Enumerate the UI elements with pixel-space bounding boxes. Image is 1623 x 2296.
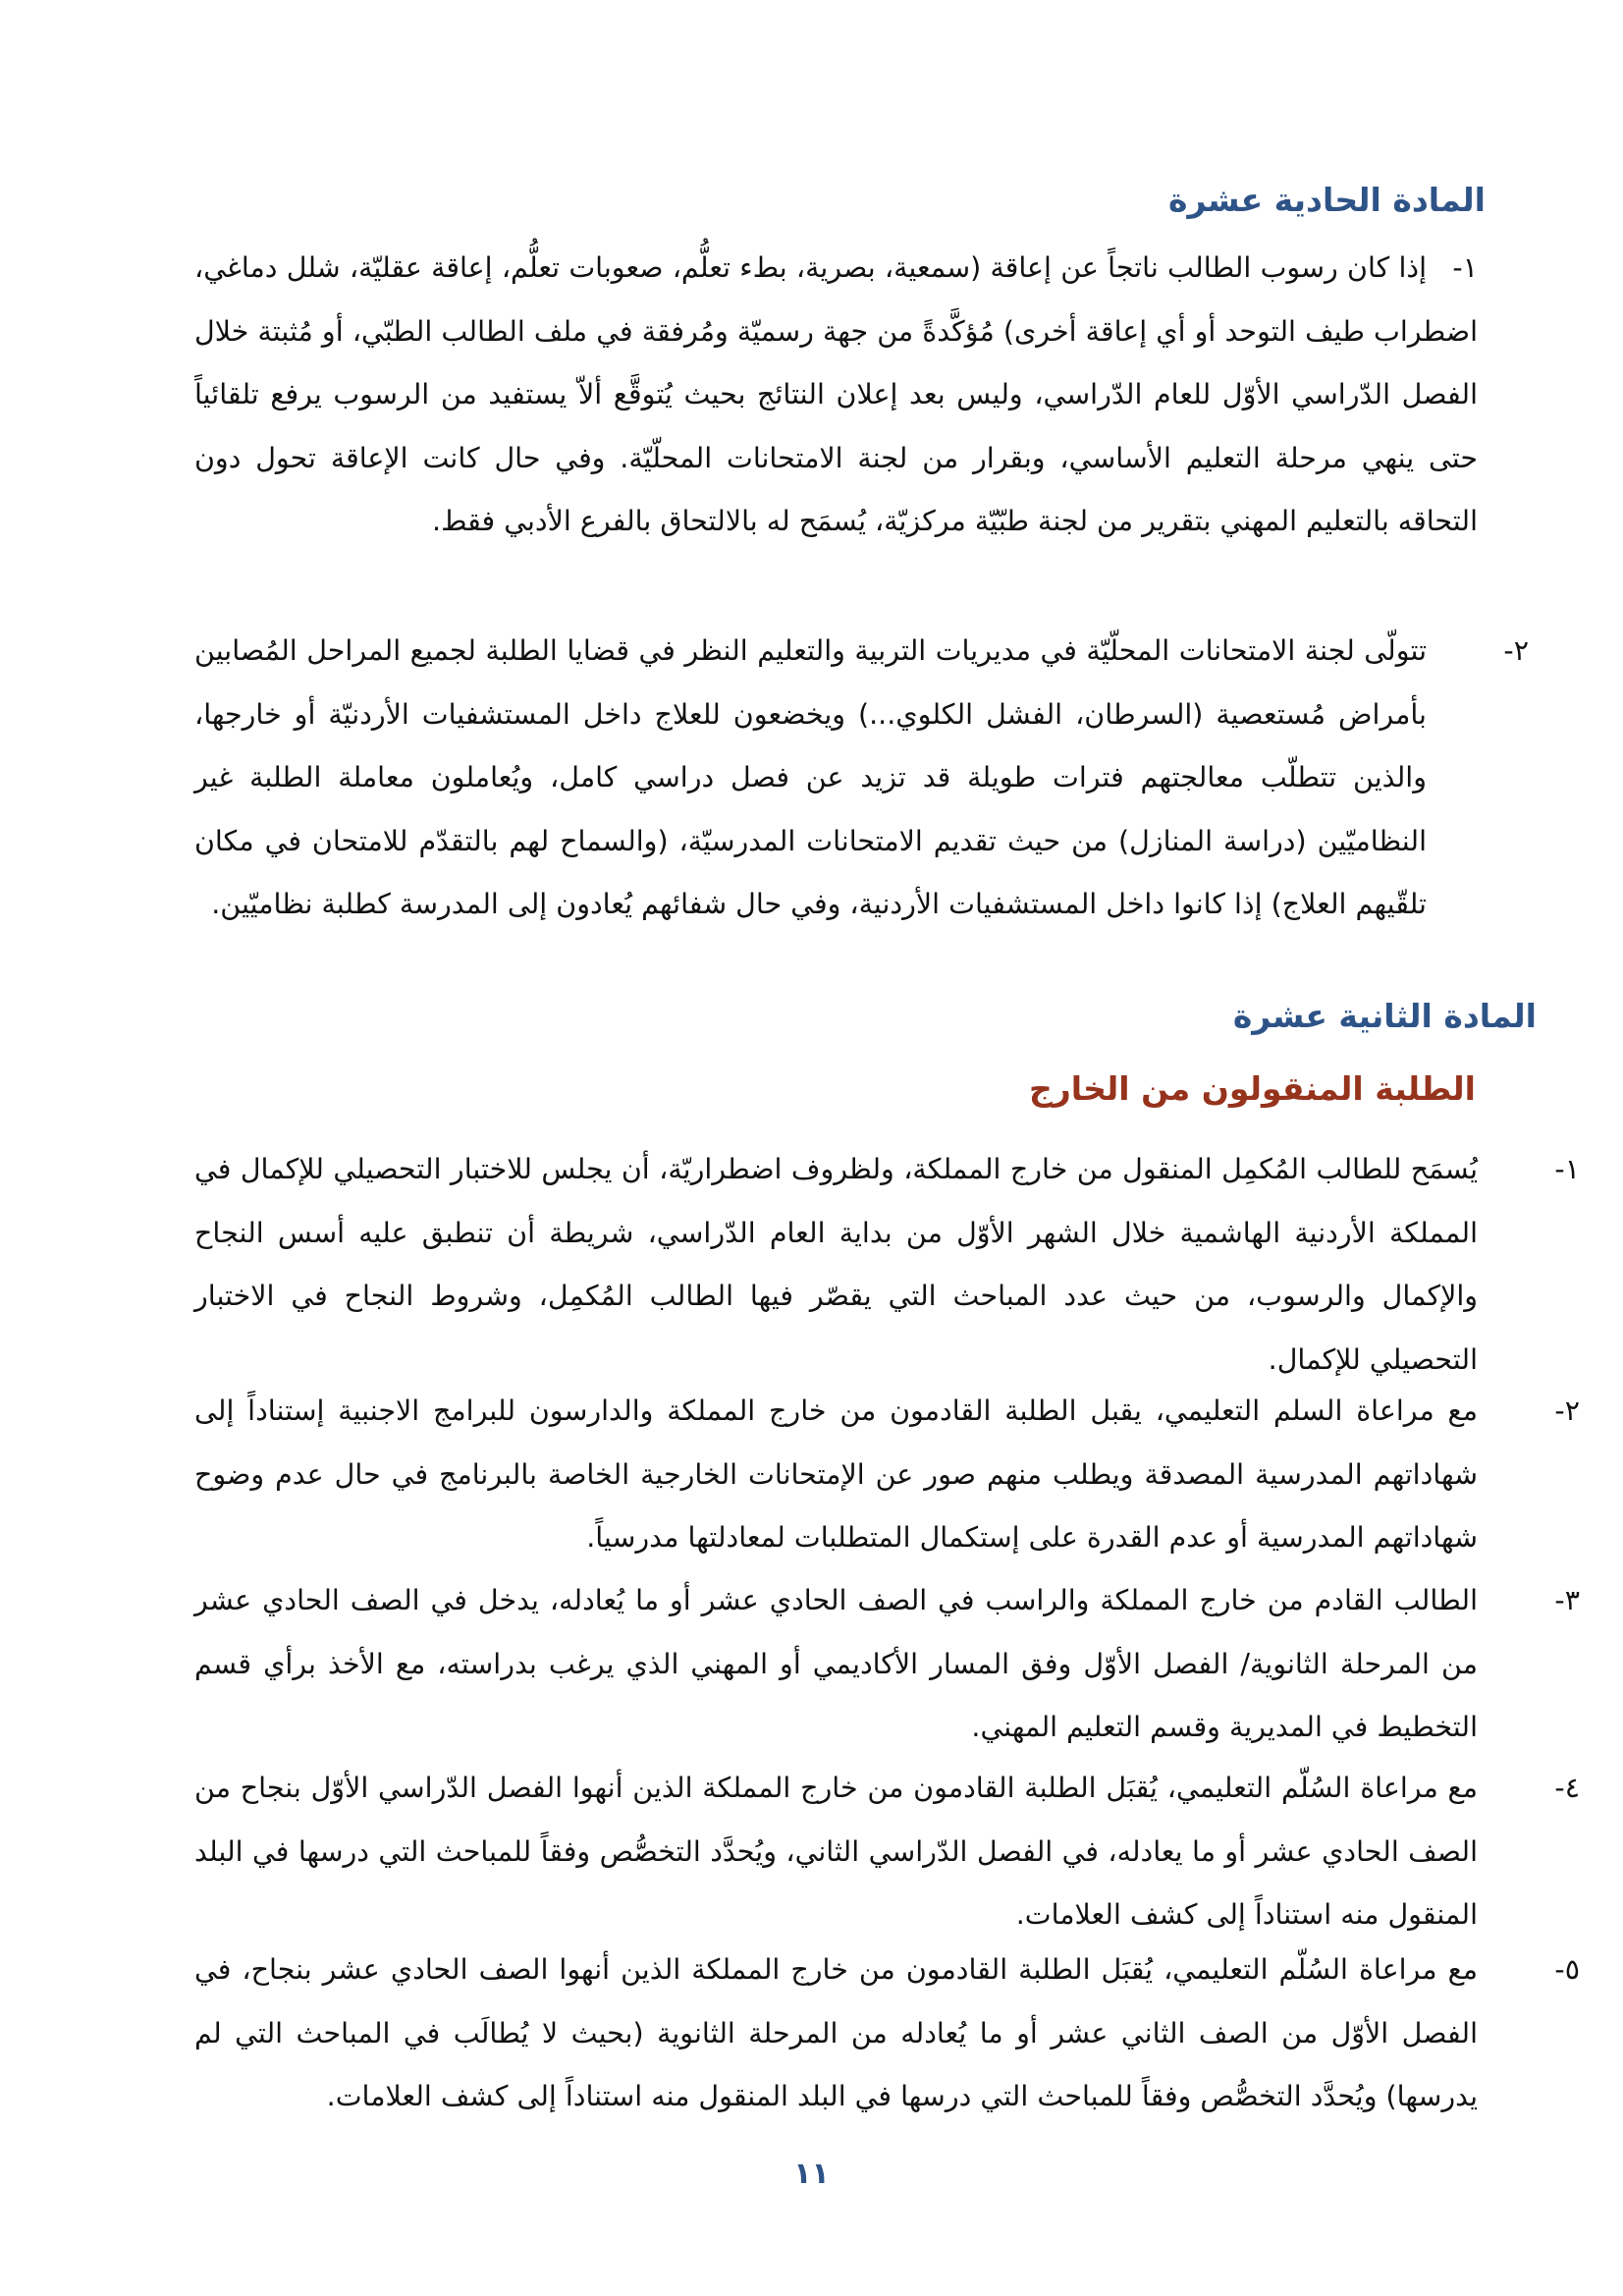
article-11-title: المادة الحادية عشرة [1168,181,1486,219]
article-12-item-3 [194,1569,1580,1760]
item-number: ٢- [1554,1394,1580,1427]
item-text: مع مراعاة السُلّم التعليمي، يُقبَل الطلبة القادمون من خارج المملكة الذين أنهوا الصف الحادي عشر بنجاح، في الفصل الأوّل من الصف الثاني عشر أو ما يُعادله من المرحلة الثانوية (بحيث لا يُطالَب في المباحث التي لم يدرسها) ويُحدَّد التخصُّص وفقاً للمباحث التي درسها في البلد المنقول منه استناداً إلى كشف العلامات. [194,1953,1478,2112]
page-number: ١١ [793,2157,830,2191]
article-12-subtitle: الطلبة المنقولون من الخارج [1028,1069,1476,1108]
item-text: الطالب القادم من خارج المملكة والراسب في الصف الحادي عشر أو ما يُعادله، يدخل في الصف الحادي عشر من المرحلة الثانوية/ الفصل الأوّل وفق المسار الأكاديمي أو المهني الذي يرغب بدراسته، مع الأخذ برأي قسم التخطيط في المديرية وقسم التعليم المهني. [194,1584,1478,1743]
item-number: ٥- [1554,1953,1580,1986]
article-12-item-4 [194,1757,1580,1947]
item-text: تتولّى لجنة الامتحانات المحلّيّة في مديريات التربية والتعليم النظر في قضايا الطلبة لجميع المراحل المُصابين بأمراض مُستعصية (السرطان، الفشل الكلوي...) ويخضعون للعلاج داخل المستشفيات الأردنيّة أو خارجها، والذين تتطلّب معالجتهم فترات طويلة قد تزيد عن فصل دراسي كامل، ويُعاملون معاملة الطلبة غير النظاميّين (دراسة المنازل) من حيث تقديم الامتحانات المدرسيّة، (والسماح لهم بالتقدّم للامتحان في مكان تلقّيهم العلاج) إذا كانوا داخل المستشفيات الأردنية، وفي حال شفائهم يُعادون إلى المدرسة كطلبة نظاميّين. [194,634,1427,920]
article-11-item-2 [194,620,1529,937]
article-11-item-1 [194,237,1478,554]
item-text: إذا كان رسوب الطالب ناتجاً عن إعاقة (سمعية، بصرية، بطء تعلُّم، صعوبات تعلُّم، إعاقة عقليّة، شلل دماغي، اضطراب طيف التوحد أو أي إعاقة أخرى) مُؤكَّدةً من جهة رسميّة ومُرفقة في ملف الطالب الطبّي، أو مُثبتة خلال الفصل الدّراسي الأوّل للعام الدّراسي، وليس بعد إعلان النتائج بحيث يُتوقَّع ألاّ يستفيد من الرسوب يرفع تلقائياً حتى ينهي مرحلة التعليم الأساسي، وبقرار من لجنة الامتحانات المحلّيّة. وفي حال كانت الإعاقة تحول دون التحاقه بالتعليم المهني بتقرير من لجنة طبّيّة مركزيّة، يُسمَح له بالالتحاق بالفرع الأدبي فقط. [194,251,1478,537]
item-number: ٤- [1554,1772,1580,1804]
article-12-item-1 [194,1138,1580,1392]
item-number: ٣- [1554,1584,1580,1616]
item-text: مع مراعاة السلم التعليمي، يقبل الطلبة القادمون من خارج المملكة والدارسون للبرامج الاجنبية إستناداً إلى شهاداتهم المدرسية المصدقة ويطلب منهم صور عن الإمتحانات الخارجية الخاصة بالبرنامج في حال عدم وضوح شهاداتهم المدرسية أو عدم القدرة على إستكمال المتطلبات لمعادلتها مدرسياً. [194,1394,1478,1554]
item-number: ١- [1452,251,1478,284]
article-12-item-2 [194,1380,1580,1570]
item-text: يُسمَح للطالب المُكمِل المنقول من خارج المملكة، ولظروف اضطراريّة، أن يجلس للاختبار التحصيلي للإكمال في المملكة الأردنية الهاشمية خلال الشهر الأوّل من بداية العام الدّراسي، شريطة أن تنطبق عليه أسس النجاح والإكمال والرسوب، من حيث عدد المباحث التي يقصّر فيها الطالب المُكمِل، وشروط النجاح في الاختبار التحصيلي للإكمال. [194,1153,1478,1376]
article-12-title: المادة الثانية عشرة [1232,997,1537,1035]
item-text: مع مراعاة السُلّم التعليمي، يُقبَل الطلبة القادمون من خارج المملكة الذين أنهوا الفصل الدّراسي الأوّل بنجاح من الصف الحادي عشر أو ما يعادله، في الفصل الدّراسي الثاني، ويُحدَّد التخصُّص وفقاً للمباحث التي درسها في البلد المنقول منه استناداً إلى كشف العلامات. [194,1772,1478,1931]
item-number: ٢- [1503,634,1529,667]
item-number: ١- [1554,1153,1580,1185]
article-12-item-5 [194,1939,1580,2129]
